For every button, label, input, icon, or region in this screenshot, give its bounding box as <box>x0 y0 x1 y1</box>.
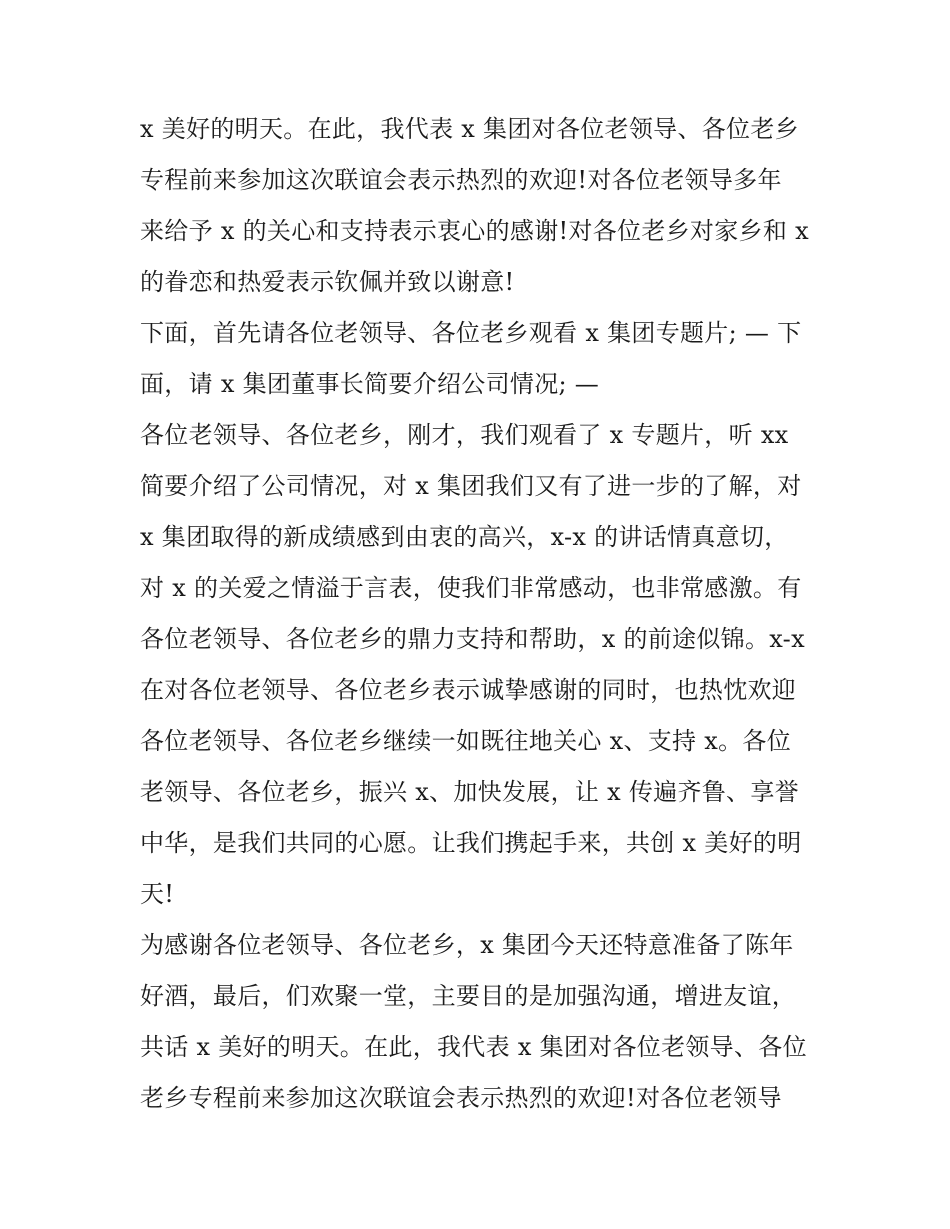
text-line: 面，请 x 集团董事长简要介绍公司情况; — <box>140 370 600 398</box>
text-line: 各位老领导、各位老乡继续一如既往地关心 x、支持 x。各位 <box>140 727 792 755</box>
text-line: 的眷恋和热爱表示钦佩并致以谢意! <box>140 268 515 296</box>
text-line: 天! <box>140 880 175 908</box>
text-line: 为感谢各位老领导、各位老乡，x 集团今天还特意准备了陈年 <box>140 931 794 959</box>
text-line: 简要介绍了公司情况，对 x 集团我们又有了进一步的了解，对 <box>140 472 802 500</box>
text-line: 各位老领导、各位老乡的鼎力支持和帮助，x 的前途似锦。x-x <box>140 625 805 653</box>
text-line: x 美好的明天。在此，我代表 x 集团对各位老领导、各位老乡 <box>140 115 799 143</box>
text-line: 专程前来参加这次联谊会表示热烈的欢迎!对各位老领导多年 <box>140 166 782 194</box>
text-line: 各位老领导、各位老乡，刚才，我们观看了 x 专题片，听 xx <box>140 421 789 449</box>
text-line: 老乡专程前来参加这次联谊会表示热烈的欢迎!对各位老领导 <box>140 1084 782 1112</box>
text-line: 中华，是我们共同的心愿。让我们携起手来，共创 x 美好的明 <box>140 829 802 857</box>
text-line: x 集团取得的新成绩感到由衷的高兴，x-x 的讲话情真意切， <box>140 523 789 551</box>
text-line: 来给予 x 的关心和支持表示衷心的感谢!对各位老乡对家乡和 x <box>140 217 809 245</box>
text-line: 好酒，最后，们欢聚一堂，主要目的是加强沟通，增进友谊， <box>140 982 797 1010</box>
text-line: 下面，首先请各位老领导、各位老乡观看 x 集团专题片; — 下 <box>140 319 802 347</box>
text-line: 在对各位老领导、各位老乡表示诚挚感谢的同时，也热忱欢迎 <box>140 676 797 704</box>
text-line: 老领导、各位老乡，振兴 x、加快发展，让 x 传遍齐鲁、享誉 <box>140 778 799 806</box>
text-line: 对 x 的关爱之情溢于言表，使我们非常感动，也非常感激。有 <box>140 574 802 602</box>
text-line: 共话 x 美好的明天。在此，我代表 x 集团对各位老领导、各位 <box>140 1033 807 1061</box>
document-body <box>140 104 820 1124</box>
